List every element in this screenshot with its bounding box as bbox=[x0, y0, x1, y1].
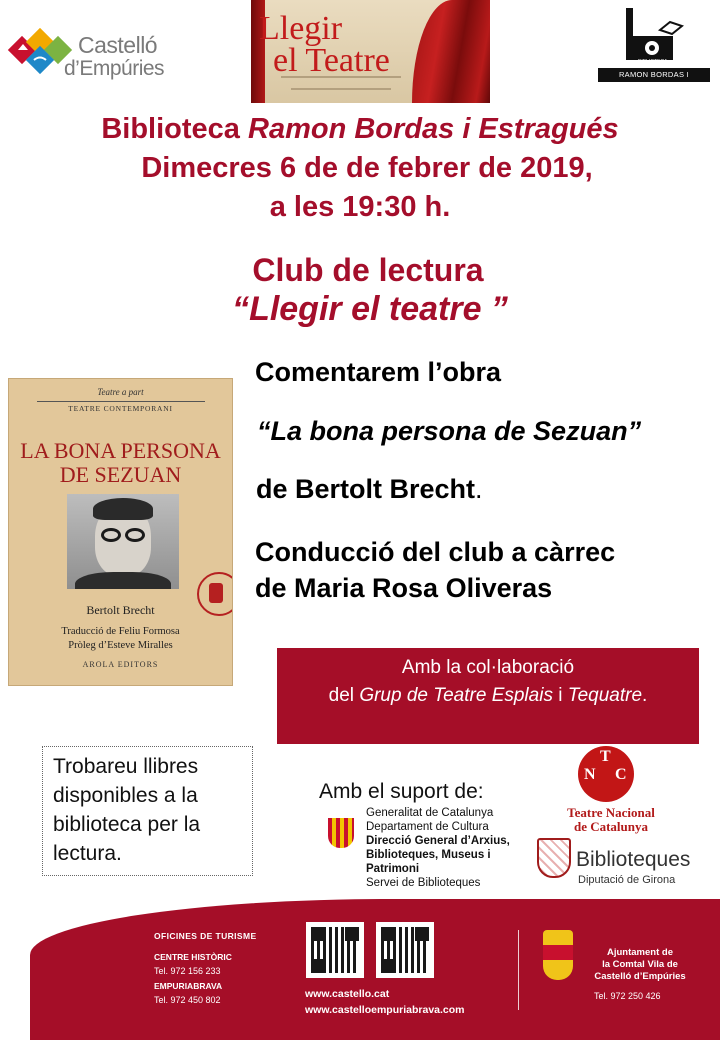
club-title: “Llegir el teatre ” bbox=[232, 290, 508, 328]
footer-divider bbox=[518, 930, 519, 1010]
tnc-logo-icon: T N C bbox=[578, 746, 634, 802]
generalitat-shield-icon bbox=[328, 818, 354, 848]
biblioteques-name: Biblioteques bbox=[576, 848, 691, 871]
diputacio-name: Diputació de Girona bbox=[578, 874, 676, 886]
collaboration-line2: del Grup de Teatre Esplais i Tequatre. bbox=[328, 685, 648, 706]
ajuntament-shield-icon bbox=[543, 930, 573, 980]
generalitat-text: Generalitat de Catalunya Departament de Cultura Direcció General d’Arxius, Biblioteques, Museus i Patrimoni Servei de Biblioteques bbox=[366, 807, 510, 889]
collaboration-box bbox=[277, 648, 699, 744]
castello-town-line1: Castelló bbox=[78, 32, 158, 58]
books-available-note: Trobareu llibres disponibles a la biblioteca per la lectura. bbox=[42, 746, 253, 876]
author-portrait-icon bbox=[67, 494, 179, 589]
banner-line2: el Teatre bbox=[273, 42, 390, 79]
conduccio-text: Conducció del club a càrrec de Maria Rosa Oliveras bbox=[255, 537, 616, 603]
diputacio-shield-icon bbox=[537, 838, 571, 878]
empuriabrava-label: EMPURIABRAVA bbox=[154, 981, 223, 991]
website-link-empuriabrava[interactable]: www.castelloempuriabrava.com bbox=[305, 1004, 465, 1016]
header-date-line: Dimecres 6 de de febrer de 2019, bbox=[141, 152, 593, 184]
castello-town-line2: d’Empúries bbox=[64, 57, 165, 80]
svg-text:BIBLIOTECA: BIBLIOTECA bbox=[638, 59, 668, 64]
banner-line1: Llegir bbox=[259, 10, 343, 47]
cover-publisher: AROLA EDITORS bbox=[82, 660, 159, 669]
cover-title: LA BONA PERSONA DE SEZUAN bbox=[20, 438, 221, 487]
empuriabrava-phone: Tel. 972 450 802 bbox=[154, 995, 221, 1005]
club-label: Club de lectura bbox=[252, 252, 484, 288]
website-link-castello[interactable]: www.castello.cat bbox=[305, 988, 390, 1000]
header-library-line: Biblioteca Ramon Bordas i Estragués bbox=[101, 113, 619, 145]
curtain-right-icon bbox=[412, 0, 490, 103]
centre-historic-phone: Tel. 972 156 233 bbox=[154, 966, 221, 976]
biblioteca-book-icon bbox=[624, 6, 684, 64]
comentarem-text: Comentarem l’obra bbox=[255, 357, 502, 387]
tourism-offices-label: OFICINES DE TURISME bbox=[154, 931, 257, 941]
work-title: “La bona persona de Sezuan” bbox=[257, 416, 642, 446]
llegir-el-teatre-banner bbox=[251, 0, 490, 103]
header-time-line: a les 19:30 h. bbox=[269, 191, 451, 223]
cover-series-sub: TEATRE CONTEMPORANI bbox=[68, 404, 173, 413]
qr-code-icon bbox=[306, 922, 364, 978]
cover-credits: Traducció de Feliu Formosa Pròleg d’Esteve Miralles bbox=[61, 626, 180, 651]
support-label: Amb el suport de: bbox=[319, 780, 484, 803]
cover-series: Teatre a part bbox=[97, 387, 144, 397]
tnc-name: Teatre Nacional de Catalunya bbox=[567, 805, 655, 834]
qr-code-icon bbox=[376, 922, 434, 978]
biblioteca-name-bar: RAMON BORDAS I ESTRAGUÉS bbox=[598, 68, 710, 82]
centre-historic-label: CENTRE HISTÒRIC bbox=[154, 952, 232, 962]
castello-logo bbox=[6, 24, 196, 84]
author-line: de Bertolt Brecht. bbox=[256, 474, 483, 504]
ajuntament-name: Ajuntament de la Comtal Vila de Castelló d’Empúries bbox=[594, 947, 686, 982]
biblioteca-logo bbox=[598, 6, 710, 93]
book-cover-image bbox=[8, 378, 233, 686]
collaboration-line1: Amb la col·laboració bbox=[401, 657, 575, 678]
cover-author: Bertolt Brecht bbox=[86, 603, 155, 617]
ajuntament-phone: Tel. 972 250 426 bbox=[594, 991, 661, 1001]
